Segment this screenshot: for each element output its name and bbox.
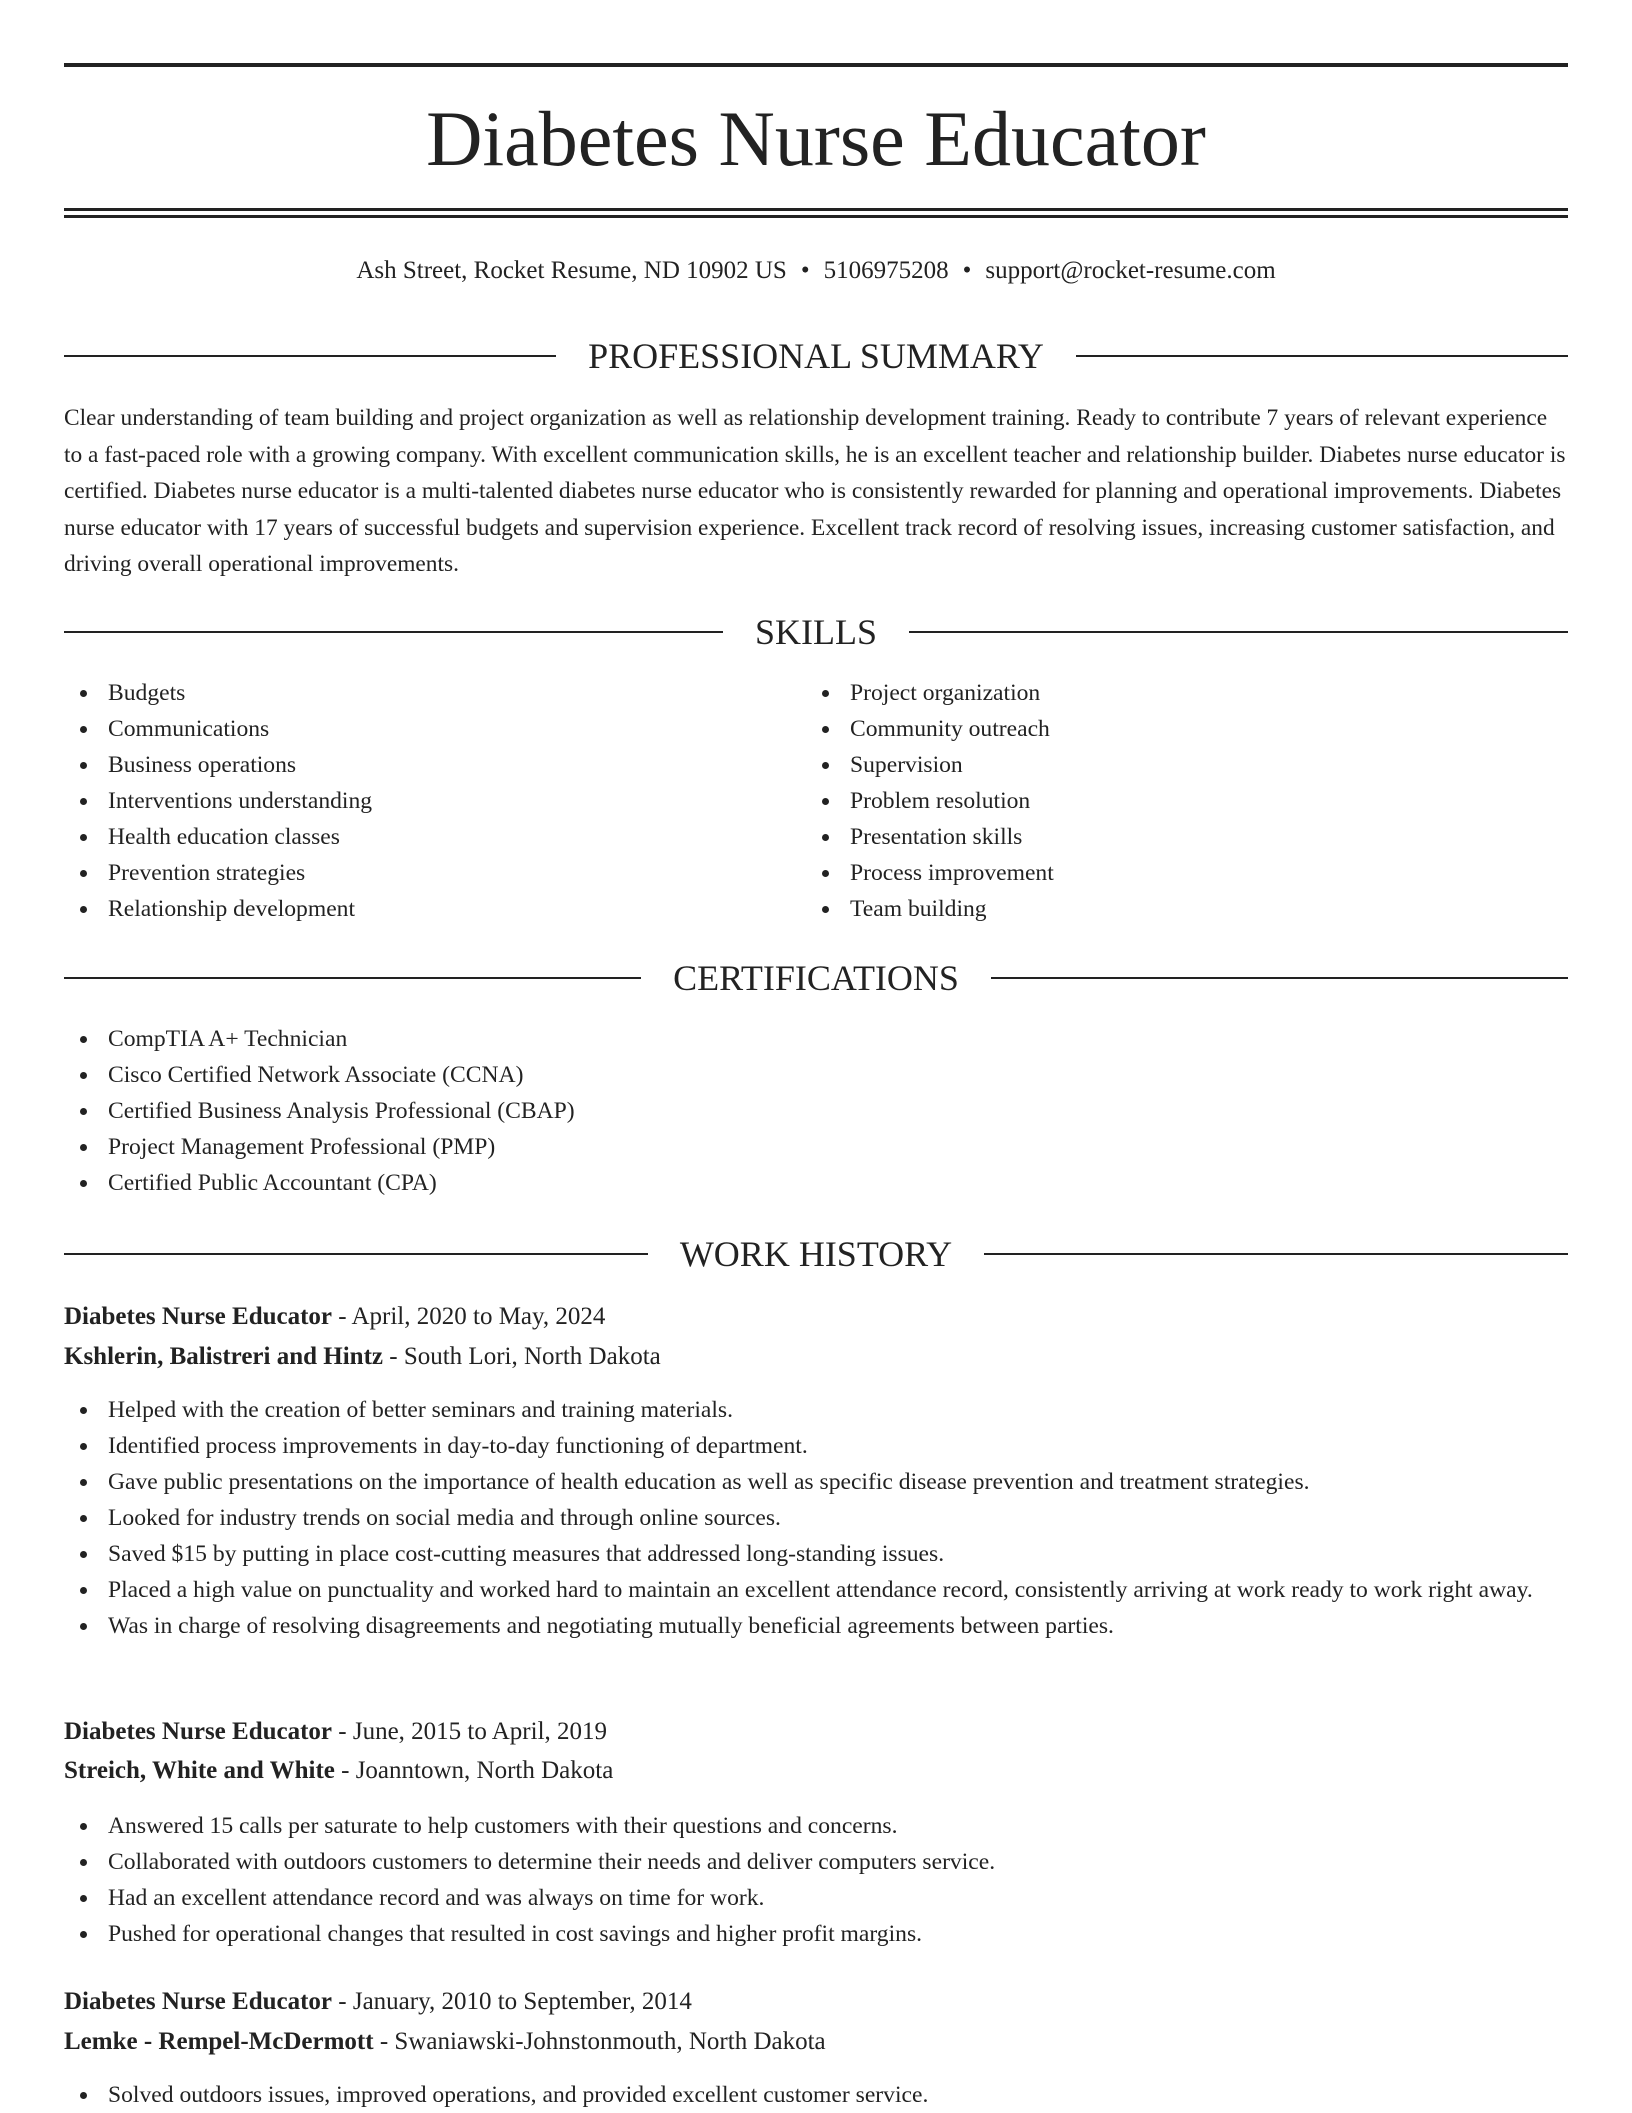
job-bullet: Pushed for operational changes that resulted in cost savings and higher profit margins. — [64, 1916, 1568, 1952]
contact-email: support@rocket-resume.com — [985, 257, 1276, 284]
skill-item: Presentation skills — [806, 819, 1506, 855]
certification-item: Certified Business Analysis Professional (CBAP) — [64, 1093, 1568, 1129]
job-dates: - April, 2020 to May, 2024 — [332, 1303, 606, 1330]
job-dates: - January, 2010 to September, 2014 — [332, 1988, 692, 2015]
summary-text: Clear understanding of team building and project organization as well as relationship development training. Ready to contribute 7 years of relevant experience to a fast-paced role with a growing company. With excellent communication skills, he is an excellent teacher and relationship builder. Diabetes nurse educator is certified. Diabetes nurse educator is a multi-talented diabetes nurse educator who is consistently rewarded for planning and operational improvements. Diabetes nurse educator with 17 years of successful budgets and supervision experience. Excellent track record of resolving issues, increasing customer satisfaction, and driving overall operational improvements. — [64, 405, 1566, 577]
heading-rule — [984, 1253, 1568, 1255]
job-bullets — [64, 2077, 1568, 2113]
job-bullet: Identified process improvements in day-to-day functioning of department. — [64, 1428, 1568, 1464]
job-location: - South Lori, North Dakota — [383, 1343, 661, 1370]
header-rule-upper — [64, 208, 1568, 211]
job-bullet: Solved outdoors issues, improved operations, and provided excellent customer service. — [64, 2077, 1568, 2113]
job-company-line — [64, 1753, 1568, 1789]
certifications-list — [64, 1021, 1568, 1201]
certification-item: Cisco Certified Network Associate (CCNA) — [64, 1057, 1568, 1093]
job-company: Streich, White and White — [64, 1757, 335, 1784]
certifications-heading: CERTIFICATIONS — [673, 958, 959, 998]
job-title-line — [64, 1984, 1568, 2020]
skill-item: Community outreach — [806, 711, 1506, 747]
heading-rule — [1076, 355, 1568, 357]
job-bullets — [64, 1808, 1568, 1952]
skill-item: Prevention strategies — [64, 855, 764, 891]
job-title: Diabetes Nurse Educator — [64, 1303, 333, 1330]
heading-rule — [64, 355, 556, 357]
summary-heading-row — [64, 334, 1568, 378]
contact-line — [64, 254, 1568, 288]
certification-item: CompTIA A+ Technician — [64, 1021, 1568, 1057]
contact-phone: 5106975208 — [823, 257, 949, 284]
job-bullets — [64, 1392, 1568, 1644]
skill-item: Relationship development — [64, 891, 764, 927]
skill-item: Team building — [806, 891, 1506, 927]
job-title: Diabetes Nurse Educator — [64, 1988, 333, 2015]
certification-item: Certified Public Accountant (CPA) — [64, 1165, 1568, 1201]
summary-heading: PROFESSIONAL SUMMARY — [588, 336, 1044, 376]
skill-item: Business operations — [64, 747, 764, 783]
job-bullet: Looked for industry trends on social media and through online sources. — [64, 1500, 1568, 1536]
heading-rule — [909, 631, 1568, 633]
heading-rule — [64, 1253, 648, 1255]
contact-separator: • — [800, 257, 810, 284]
skill-item: Communications — [64, 711, 764, 747]
job-company-line — [64, 1339, 1568, 1375]
job-company: Kshlerin, Balistreri and Hintz — [64, 1343, 383, 1370]
job-dates: - June, 2015 to April, 2019 — [332, 1718, 608, 1745]
skill-item: Supervision — [806, 747, 1506, 783]
skill-item: Budgets — [64, 675, 764, 711]
work-heading-row — [64, 1232, 1568, 1276]
work-heading: WORK HISTORY — [679, 1234, 953, 1274]
skills-heading-row — [64, 610, 1568, 654]
job-bullet: Had an excellent attendance record and was always on time for work. — [64, 1880, 1568, 1916]
header-rule-lower — [64, 215, 1568, 218]
certification-item: Project Management Professional (PMP) — [64, 1129, 1568, 1165]
skill-item: Project organization — [806, 675, 1506, 711]
heading-rule — [64, 631, 723, 633]
heading-rule — [991, 977, 1568, 979]
job-title-line — [64, 1299, 1568, 1335]
job-bullet: Gave public presentations on the importance of health education as well as specific disease prevention and treatment strategies. — [64, 1464, 1568, 1500]
job-bullet: Saved $15 by putting in place cost-cutting measures that addressed long-standing issues. — [64, 1536, 1568, 1572]
header-top-rule — [64, 63, 1568, 67]
skill-item: Health education classes — [64, 819, 764, 855]
skill-item: Process improvement — [806, 855, 1506, 891]
job-bullet: Collaborated with outdoors customers to determine their needs and deliver computers service. — [64, 1844, 1568, 1880]
job-bullet: Helped with the creation of better seminars and training materials. — [64, 1392, 1568, 1428]
skill-item: Interventions understanding — [64, 783, 764, 819]
contact-address: Ash Street, Rocket Resume, ND 10902 US — [356, 257, 787, 284]
skills-heading: SKILLS — [755, 612, 878, 652]
skills-list-right — [806, 675, 1506, 927]
job-bullet: Was in charge of resolving disagreements and negotiating mutually beneficial agreements between parties. — [64, 1608, 1568, 1644]
skills-list-left — [64, 675, 764, 927]
candidate-name: Diabetes Nurse Educator — [426, 95, 1206, 182]
job-company: Lemke - Rempel-McDermott — [64, 2028, 374, 2055]
skill-item: Problem resolution — [806, 783, 1506, 819]
job-bullet: Placed a high value on punctuality and worked hard to maintain an excellent attendance record, consistently arriving at work ready to work right away. — [64, 1572, 1568, 1608]
contact-separator: • — [962, 257, 972, 284]
job-location: - Joanntown, North Dakota — [334, 1757, 614, 1784]
heading-rule — [64, 977, 641, 979]
job-company-line — [64, 2024, 1568, 2060]
job-location: - Swaniawski-Johnstonmouth, North Dakota — [373, 2028, 826, 2055]
certifications-heading-row — [64, 956, 1568, 1000]
job-bullet: Answered 15 calls per saturate to help customers with their questions and concerns. — [64, 1808, 1568, 1844]
job-title-line — [64, 1714, 1568, 1750]
job-title: Diabetes Nurse Educator — [64, 1718, 333, 1745]
